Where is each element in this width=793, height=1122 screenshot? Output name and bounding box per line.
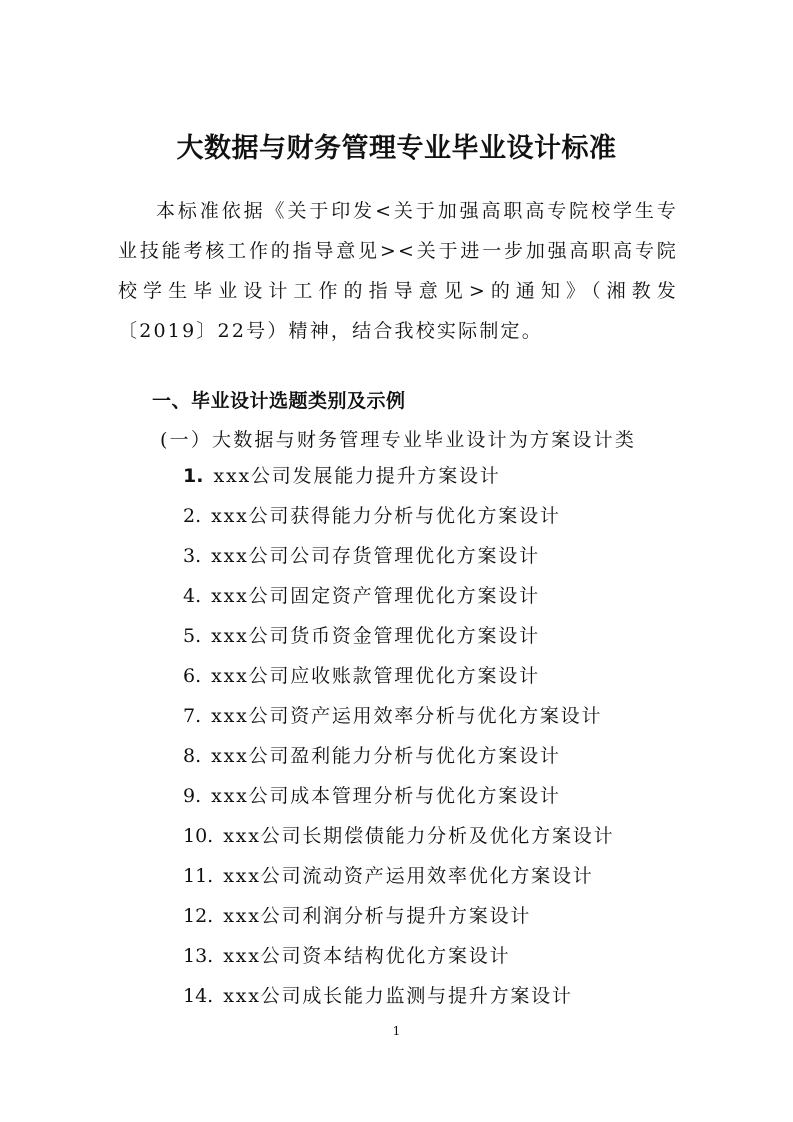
document-title: 大数据与财务管理专业毕业设计标准 <box>176 133 617 164</box>
topic-item <box>183 858 614 898</box>
topic-number: 5. <box>183 625 202 647</box>
topic-number: 9. <box>183 785 202 807</box>
topic-item <box>183 538 614 578</box>
topic-number: 10. <box>183 825 214 847</box>
topic-item <box>183 978 614 1018</box>
topic-item <box>183 778 614 818</box>
subsection-heading: (一）大数据与财务管理专业毕业设计为方案设计类 <box>160 429 637 451</box>
topic-item <box>183 618 614 658</box>
topic-number: 8. <box>183 745 202 767</box>
topic-list <box>183 458 614 1018</box>
topic-item <box>183 898 614 938</box>
topic-number: 2. <box>183 505 202 527</box>
topic-text: xxx公司发展能力提升方案设计 <box>213 465 501 487</box>
topic-number: 12. <box>183 905 214 927</box>
topic-text: xxx公司流动资产运用效率优化方案设计 <box>223 865 594 887</box>
topic-item <box>183 938 614 978</box>
page-number: 1 <box>392 1024 401 1038</box>
topic-text: xxx公司公司存货管理优化方案设计 <box>211 545 540 567</box>
topic-number: 3. <box>183 545 202 567</box>
intro-paragraph: 本标准依据《关于印发<关于加强高职高专院校学生专业技能考核工作的指导意见><关于进一步加强高职高专院校学生毕业设计工作的指导意见>的通知》（湘教发〔2019〕22号）精神，结合我校实际制定。 <box>118 200 678 342</box>
topic-item <box>183 818 614 858</box>
topic-number: 6. <box>183 665 202 687</box>
section-heading: 一、毕业设计选题类别及示例 <box>152 390 406 412</box>
topic-text: xxx公司成本管理分析与优化方案设计 <box>211 785 561 807</box>
topic-item <box>183 458 614 498</box>
topic-number: 7. <box>183 705 202 727</box>
topic-number: 1. <box>183 465 204 487</box>
topic-text: xxx公司获得能力分析与优化方案设计 <box>211 505 561 527</box>
topic-item <box>183 498 614 538</box>
topic-number: 13. <box>183 945 214 967</box>
topic-text: xxx公司盈利能力分析与优化方案设计 <box>211 745 561 767</box>
topic-text: xxx公司成长能力监测与提升方案设计 <box>223 985 573 1007</box>
topic-item <box>183 738 614 778</box>
topic-text: xxx公司应收账款管理优化方案设计 <box>211 665 540 687</box>
topic-text: xxx公司利润分析与提升方案设计 <box>223 905 532 927</box>
topic-item <box>183 658 614 698</box>
topic-text: xxx公司货币资金管理优化方案设计 <box>211 625 540 647</box>
topic-item <box>183 578 614 618</box>
topic-number: 11. <box>183 865 214 887</box>
topic-text: xxx公司资本结构优化方案设计 <box>223 945 511 967</box>
topic-number: 14. <box>183 985 214 1007</box>
topic-text: xxx公司固定资产管理优化方案设计 <box>211 585 540 607</box>
topic-text: xxx公司资产运用效率分析与优化方案设计 <box>211 705 603 727</box>
topic-item <box>183 698 614 738</box>
topic-number: 4. <box>183 585 202 607</box>
topic-text: xxx公司长期偿债能力分析及优化方案设计 <box>223 825 615 847</box>
